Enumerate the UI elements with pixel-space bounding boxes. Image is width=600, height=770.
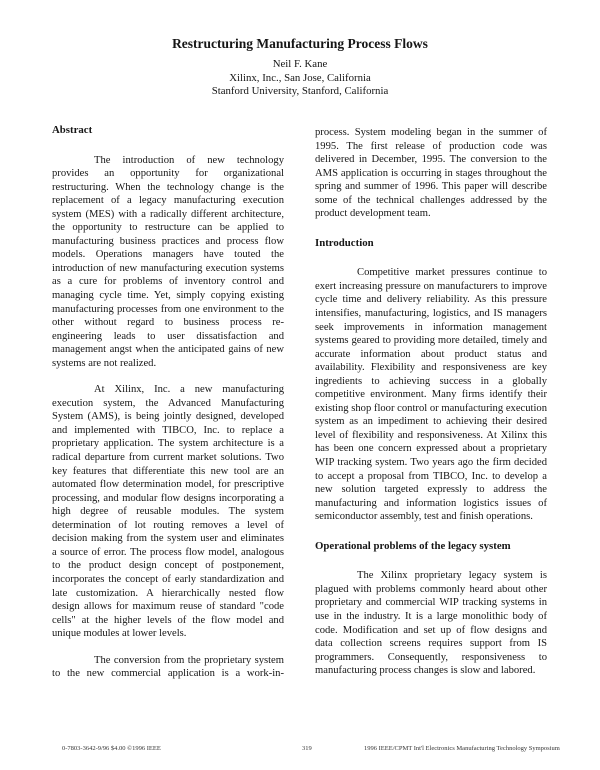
abstract-paragraph: The introduction of new technology provides an opportunity for organizational restructuring. When the technology change is the replacement of a legacy manufacturing execution system (MES) with a radically different architecture, the opportunity to restructure can be applied to manufacturing business practices and process flow models. Operations managers have touted the introduction of new manufacturing execution systems as a cure for problems of inventory control and managing cycle time. Yet, simply copying existing manufacturing processes from one environment to the other without regard to business process re-engineering leads to user dissatisfaction and management angst when the anticipated gains of new systems are not realized. xyxy=(52,154,284,369)
footer-copyright: 0-7803-3642-9/96 $4.00 ©1996 IEEE xyxy=(62,745,161,752)
abstract-paragraph: The conversion from the proprietary system to the new commercial application is a work-in- xyxy=(52,654,284,680)
right-column xyxy=(315,126,547,691)
author-name: Neil F. Kane xyxy=(272,58,328,70)
introduction-paragraph: Competitive market pressures continue to exert increasing pressure on manufacturers to improve cycle time and delivery reliability. As this pressure intensifies, manufacturing, logistics, and IS managers seek improvements in information management systems geared to providing more detailed, timely and accurate information about product status and availability. Flexibility and responsiveness are key ingredients to achieving success in a globally competitive environment. Many firms identify their existing shop floor control or manufacturing execution system as an impediment to achieving their desired level of flexibility and responsiveness. At Xilinx this has been one concern expressed about a proprietary WIP tracking system. Two years ago the firm decided to accept a proposal from TIBCO, Inc. to develop a new solution targeted expressly to address the manufacturing and information logistics issues of semiconductor assembly, test and finish operations. xyxy=(315,267,547,523)
paper-title: Restructuring Manufacturing Process Flows xyxy=(172,36,428,51)
page-number: 319 xyxy=(302,745,312,752)
author-affiliation: Xilinx, Inc., San Jose, California xyxy=(229,71,371,84)
introduction-heading: Introduction xyxy=(315,236,374,249)
operational-paragraph: The Xilinx proprietary legacy system is plagued with problems commonly heard about other proprietary and commercial WIP tracking systems in use in the industry. It is a large monolithic body of code. Modification and set up of flow designs and data collection screens requires support from IS programmers. Consequently, responsiveness to manufacturing process changes is slow and labored. xyxy=(315,570,547,677)
left-column xyxy=(52,124,284,694)
footer-conference: 1996 IEEE/CPMT Int'l Electronics Manufacturing Technology Symposium xyxy=(364,745,560,752)
abstract-continuation: process. System modeling began in the summer of 1995. The first release of production code was delivered in December, 1995. The conversion to the AMS application is occurring in stages throughout the spring and summer of 1996. This paper will describe some of the technical challenges addressed by the product development team. xyxy=(315,127,547,220)
author-block xyxy=(0,58,600,99)
operational-heading: Operational problems of the legacy system xyxy=(315,539,511,552)
author-affiliation: Stanford University, Stanford, California xyxy=(211,85,389,98)
abstract-heading: Abstract xyxy=(52,124,93,136)
abstract-paragraph: At Xilinx, Inc. a new manufacturing execution system, the Advanced Manufacturing System (AMS), is being jointly designed, developed and implemented with TIBCO, Inc. to replace a proprietary application. The system architecture is a radical departure from current market solutions. Two key features that differentiate this new tool are an automated flow determination model, for prescriptive processing, and modular flow designs incorporating a high degree of reusable modules. The system determination of lot routing removes a level of decision making from the system user and eliminates a source of error. The process flow model, analogous to the product design concept of postponement, incorporates the concept of early standardization and late customization. A hierarchically nested flow design allows for maximum reuse of standard "code cells" at the higher levels of the flow model and unique modules at lower levels. xyxy=(52,384,284,640)
